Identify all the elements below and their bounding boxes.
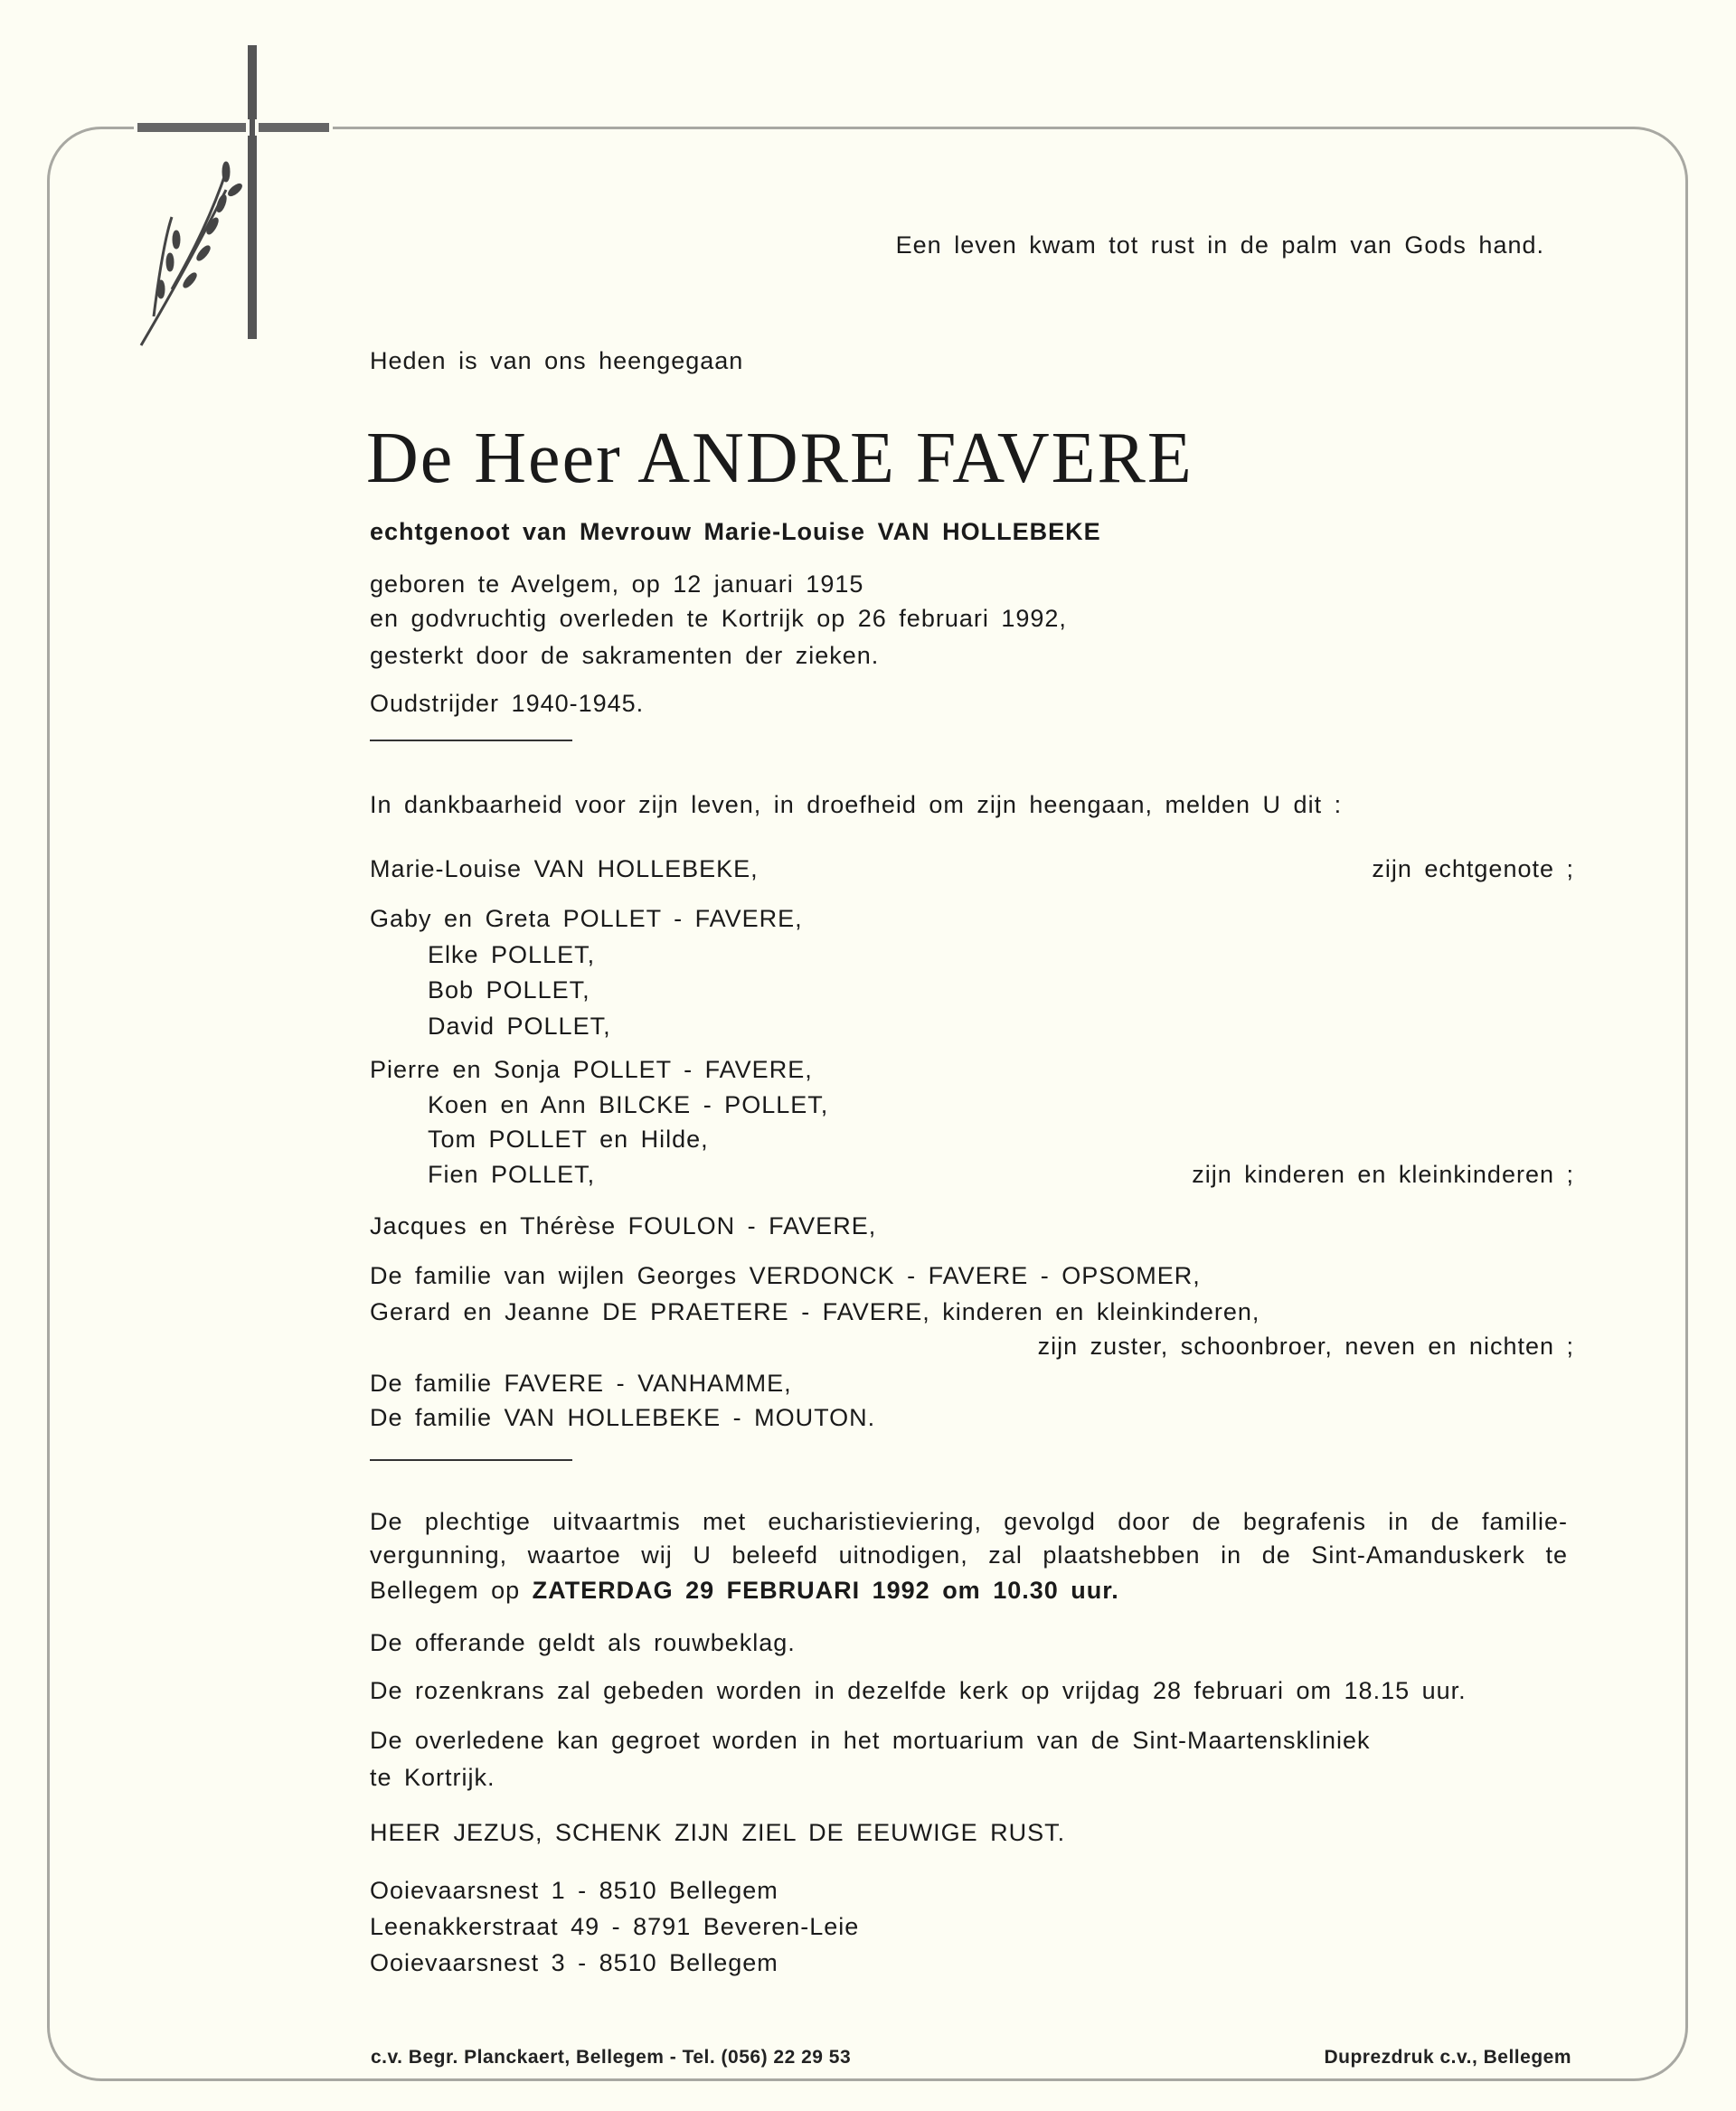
footer-funeral-home: c.v. Begr. Planckaert, Bellegem - Tel. (056) 22 29 53 <box>371 2047 852 2068</box>
family-row-spouse <box>370 853 1574 884</box>
spouse-line: echtgenoot van Mevrouw Marie-Louise VAN HOLLEBEKE <box>370 518 1101 545</box>
intro-text: Heden is van ons heengegaan <box>370 347 744 374</box>
family-line: Gerard en Jeanne DE PRAETERE - FAVERE, kinderen en kleinkinderen, <box>370 1298 1260 1325</box>
offering-text: De offerande geldt als rouwbeklag. <box>370 1629 796 1656</box>
family-line: Elke POLLET, <box>428 941 596 968</box>
address: Leenakkerstraat 49 - 8791 Beveren-Leie <box>370 1913 860 1940</box>
family-line: Jacques en Thérèse FOULON - FAVERE, <box>370 1212 877 1239</box>
family-line: De familie VAN HOLLEBEKE - MOUTON. <box>370 1404 876 1431</box>
family-line: Gaby en Greta POLLET - FAVERE, <box>370 905 803 932</box>
family-line: David POLLET, <box>428 1013 611 1040</box>
family-line: Pierre en Sonja POLLET - FAVERE, <box>370 1056 813 1083</box>
relation-label: zijn echtgenote ; <box>1372 855 1574 882</box>
address: Ooievaarsnest 1 - 8510 Bellegem <box>370 1877 778 1904</box>
sacraments-line: gesterkt door de sakramenten der zieken. <box>370 642 880 669</box>
death-line: en godvruchtig overleden te Kortrijk op 26 februari 1992, <box>370 605 1067 632</box>
announcement: In dankbaarheid voor zijn leven, in droefheid om zijn heengaan, melden U dit : <box>370 791 1343 818</box>
funeral-text: De plechtige uitvaartmis met eucharistieviering, gevolgd door de begrafenis in de familie- <box>370 1508 1568 1535</box>
birth-line: geboren te Avelgem, op 12 januari 1915 <box>370 570 864 598</box>
palm-branch-icon <box>136 154 316 353</box>
motto: Een leven kwam tot rust in de palm van Gods hand. <box>895 231 1544 259</box>
funeral-text: vergunning, waartoe wij U beleefd uitnodigen, zal plaatshebben in de Sint-Amanduskerk te <box>370 1541 1568 1569</box>
rosary-text: De rozenkrans zal gebeden worden in dezelfde kerk op vrijdag 28 februari om 18.15 uur. <box>370 1677 1467 1704</box>
viewing-text: te Kortrijk. <box>370 1764 495 1791</box>
divider <box>370 740 572 741</box>
family-line: Koen en Ann BILCKE - POLLET, <box>428 1091 829 1118</box>
family-row-children <box>428 1159 1574 1190</box>
family-name: Marie-Louise VAN HOLLEBEKE, <box>370 855 759 882</box>
deceased-name: De Heer ANDRE FAVERE <box>366 419 1194 498</box>
address: Ooievaarsnest 3 - 8510 Bellegem <box>370 1949 778 1976</box>
family-line: Bob POLLET, <box>428 976 590 1004</box>
viewing-text: De overledene kan gegroet worden in het mortuarium van de Sint-Maartenskliniek <box>370 1727 1371 1754</box>
family-name: Fien POLLET, <box>428 1161 596 1188</box>
relation-label: zijn zuster, schoonbroer, neven en nichten ; <box>1037 1333 1574 1360</box>
funeral-place: Bellegem op <box>370 1577 533 1604</box>
family-line: De familie van wijlen Georges VERDONCK - FAVERE - OPSOMER, <box>370 1262 1201 1289</box>
family-line: De familie FAVERE - VANHAMME, <box>370 1370 792 1397</box>
veteran-line: Oudstrijder 1940-1945. <box>370 690 645 717</box>
relation-label: zijn kinderen en kleinkinderen ; <box>1192 1161 1574 1188</box>
funeral-date: ZATERDAG 29 FEBRUARI 1992 om 10.30 uur. <box>532 1577 1119 1604</box>
family-line: Tom POLLET en Hilde, <box>428 1126 709 1153</box>
prayer-text: HEER JEZUS, SCHENK ZIJN ZIEL DE EEUWIGE RUST. <box>370 1819 1066 1846</box>
footer-printer: Duprezdruk c.v., Bellegem <box>1324 2047 1571 2068</box>
divider <box>370 1459 572 1461</box>
funeral-text <box>370 1575 1119 1606</box>
